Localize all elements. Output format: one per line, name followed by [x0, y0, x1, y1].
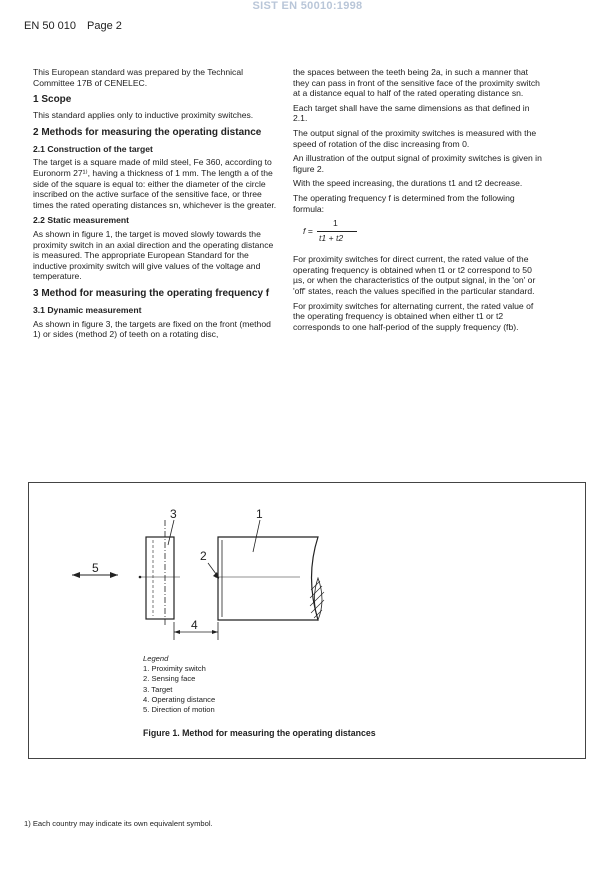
right-paragraph-7: For proximity switches for direct current, the rated value of the operating frequency is obtained when t1 or t2 correspond to 50 µs, or when the characteristics of the output signal, in the 'on' or 'off' states, reach the values specified in the particular standard. [293, 254, 536, 296]
target-plate [146, 537, 174, 619]
legend-item: 3. Target [143, 684, 173, 694]
section-1-text: This standard applies only to inductive proximity switches. [33, 110, 254, 121]
figure-caption: Figure 1. Method for measuring the operating distances [143, 728, 376, 738]
formula-denominator: t1 + t2 [319, 233, 344, 244]
section-3-1-title: 3.1 Dynamic measurement [33, 304, 142, 315]
target-dot [139, 576, 142, 579]
figure-legend [143, 654, 215, 715]
watermark: SIST EN 50010:1998 [252, 0, 363, 12]
right-paragraph-5: With the speed increasing, the durations t1 and t2 decrease. [293, 178, 523, 189]
intro-text: This European standard was prepared by the Technical Committee 17B of CENELEC. [33, 67, 244, 88]
dimension-arrow-right [212, 630, 218, 634]
section-2-title: 2 Methods for measuring the operating distance [33, 126, 262, 138]
right-paragraph-8: For proximity switches for alternating current, the rated value of the operating frequency is obtained when either t1 or t2 corresponds to one half-period of the supply frequency (fb). [293, 300, 534, 332]
figure-label-4: 4 [191, 618, 198, 632]
page-number: Page 2 [87, 20, 122, 32]
right-paragraph-3: The output signal of the proximity switches is measured with the speed of rotation of the disc increasing from 0. [293, 127, 537, 149]
legend-item: 1. Proximity switch [143, 664, 206, 674]
section-1-title: 1 Scope [33, 94, 72, 106]
figure-label-3: 3 [170, 507, 177, 521]
right-paragraph-4: An illustration of the output signal of proximity switches is given in figure 2. [293, 153, 542, 174]
motion-arrow-head-right [110, 572, 118, 578]
legend-item: 5. Direction of motion [143, 705, 215, 715]
figure-label-5: 5 [92, 561, 99, 575]
section-2-1-title: 2.1 Construction of the target [33, 143, 153, 154]
figure-label-1: 1 [256, 507, 263, 521]
section-3-title: 3 Method for measuring the operating frequency f [33, 287, 270, 299]
right-paragraph-1: the spaces between the teeth being 2a, in such a manner that they can pass in front of the sensitive face of the proximity switch at a distance equal to half of the rated operating distance sn. [293, 67, 540, 99]
legend-item: 2. Sensing face [143, 674, 196, 684]
legend-item: 4. Operating distance [143, 694, 216, 704]
formula-numerator: 1 [333, 218, 338, 229]
dimension-arrow-left [174, 630, 180, 634]
section-2-2-text: As shown in figure 1, the target is moved slowly towards the proximity switch in an axial direction and the operating distance is measured. The appropriate European Standard for the inductive proximity switch will give values of the voltage and temperature. [33, 228, 274, 282]
figure-label-2: 2 [200, 549, 207, 563]
right-paragraph-2: Each target shall have the same dimensions as that defined in 2.1. [293, 102, 530, 124]
section-2-1-text: The target is a square made of mild steel, Fe 360, according to Euronorm 27¹⁾, having a thickness of 1 mm. The length a of the side of the square is equal to: either the diameter of the circle inscribed on the active surface of the sensitive face, or three times the rated operating distances sn, whichever is the greater. [33, 157, 277, 210]
right-paragraph-6: The operating frequency f is determined from the following formula: [293, 192, 515, 214]
formula-lhs: f = [303, 226, 313, 237]
proximity-switch-body [218, 537, 318, 620]
section-2-2-title: 2.2 Static measurement [33, 215, 130, 226]
legend-title: Legend [143, 654, 169, 663]
footnote: 1) Each country may indicate its own equivalent symbol. [24, 819, 213, 828]
motion-arrow-head-left [72, 572, 80, 578]
doc-number: EN 50 010 [24, 20, 76, 32]
leader-1 [253, 520, 260, 552]
leader-3 [168, 520, 174, 545]
section-3-1-text: As shown in figure 3, the targets are fixed on the front (method 1) or sides (method 2) of teeth on a rotating disc, [33, 318, 271, 340]
